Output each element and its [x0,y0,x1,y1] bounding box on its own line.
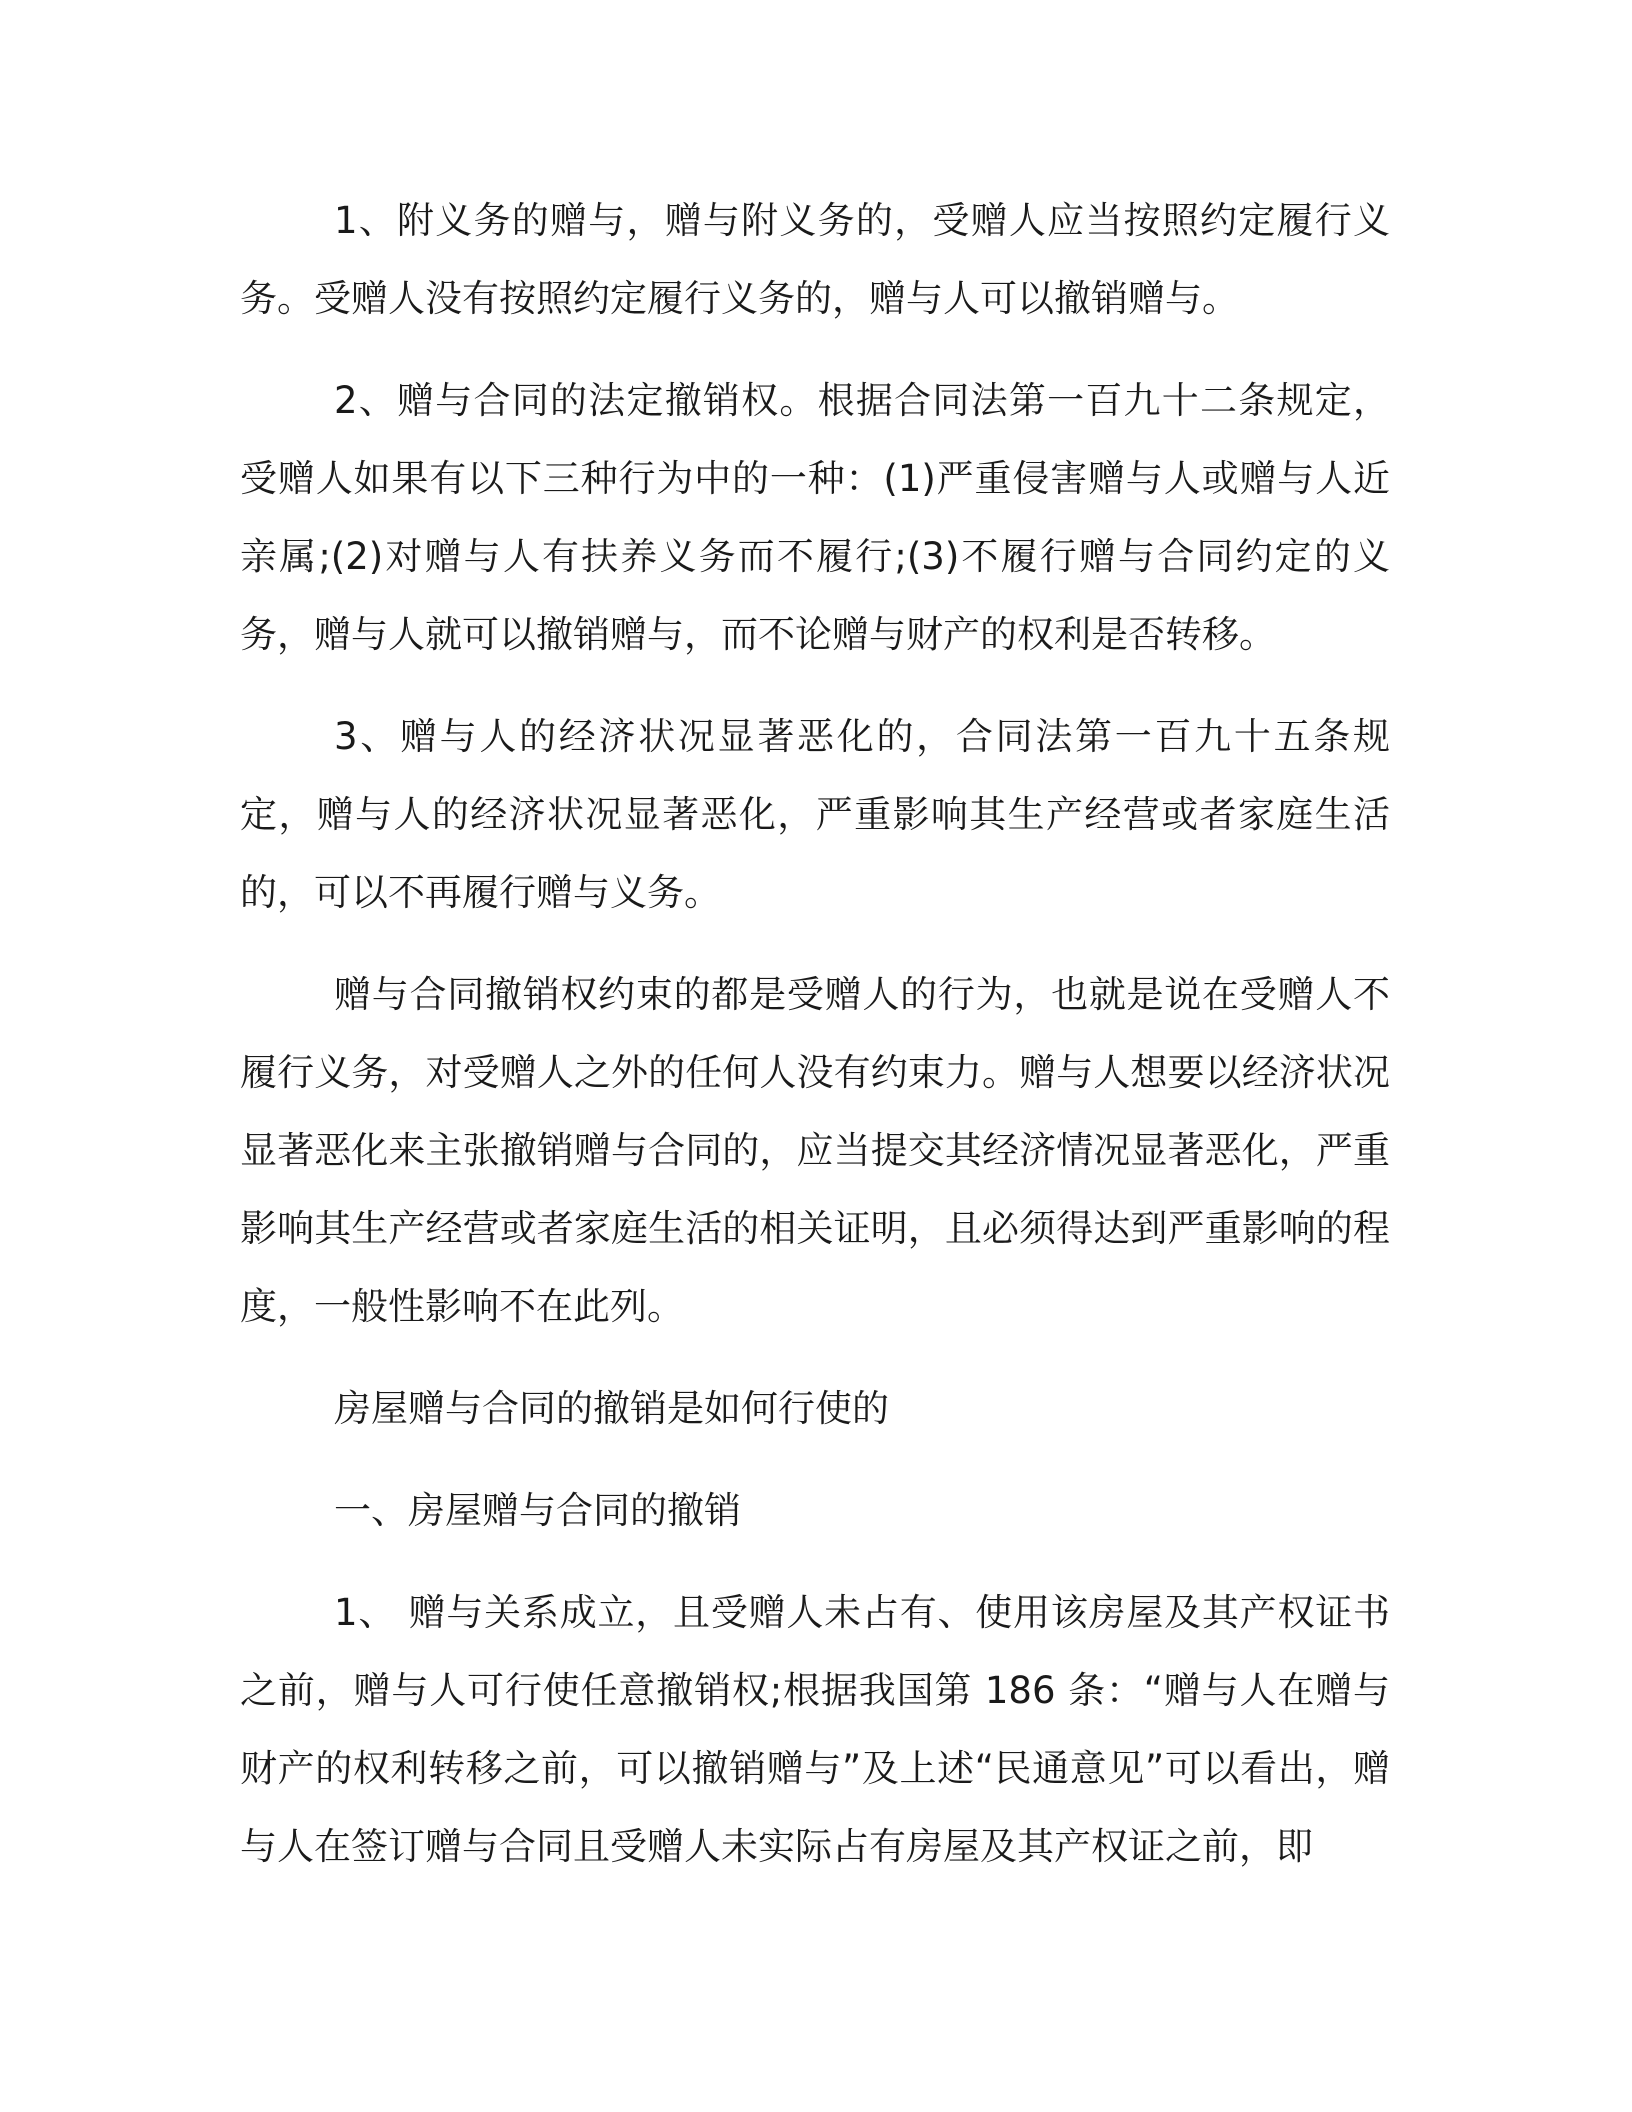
paragraph-4: 赠与合同撤销权约束的都是受赠人的行为，也就是说在受赠人不履行义务，对受赠人之外的任何人没有约束力。赠与人想要以经济状况显著恶化来主张撤销赠与合同的，应当提交其经济情况显著恶化，严重影响其生产经营或者家庭生活的相关证明，且必须得达到严重影响的程度，一般性影响不在此列。 [240,973,1390,1328]
paragraph-2: 2、赠与合同的法定撤销权。根据合同法第一百九十二条规定，受赠人如果有以下三种行为中的一种：(1)严重侵害赠与人或赠与人近亲属;(2)对赠与人有扶养义务而不履行;(3)不履行赠与合同约定的义务，赠与人就可以撤销赠与，而不论赠与财产的权利是否转移。 [240,379,1390,656]
document-body [240,182,1390,1910]
subsection-heading: 一、房屋赠与合同的撤销 [334,1489,741,1532]
paragraph-3: 3、赠与人的经济状况显著恶化的，合同法第一百九十五条规定，赠与人的经济状况显著恶化，严重影响其生产经营或者家庭生活的，可以不再履行赠与义务。 [240,715,1390,914]
paragraph-1: 1、附义务的赠与，赠与附义务的，受赠人应当按照约定履行义务。受赠人没有按照约定履行义务的，赠与人可以撤销赠与。 [240,199,1390,320]
section-heading: 房屋赠与合同的撤销是如何行使的 [334,1387,889,1430]
paragraph-5: 1、 赠与关系成立，且受赠人未占有、使用该房屋及其产权证书之前，赠与人可行使任意撤销权;根据我国第 186 条：“赠与人在赠与财产的权利转移之前，可以撤销赠与”及上述“民通意见”可以看出，赠与人在签订赠与合同且受赠人未实际占有房屋及其产权证之前，即 [240,1591,1390,1868]
